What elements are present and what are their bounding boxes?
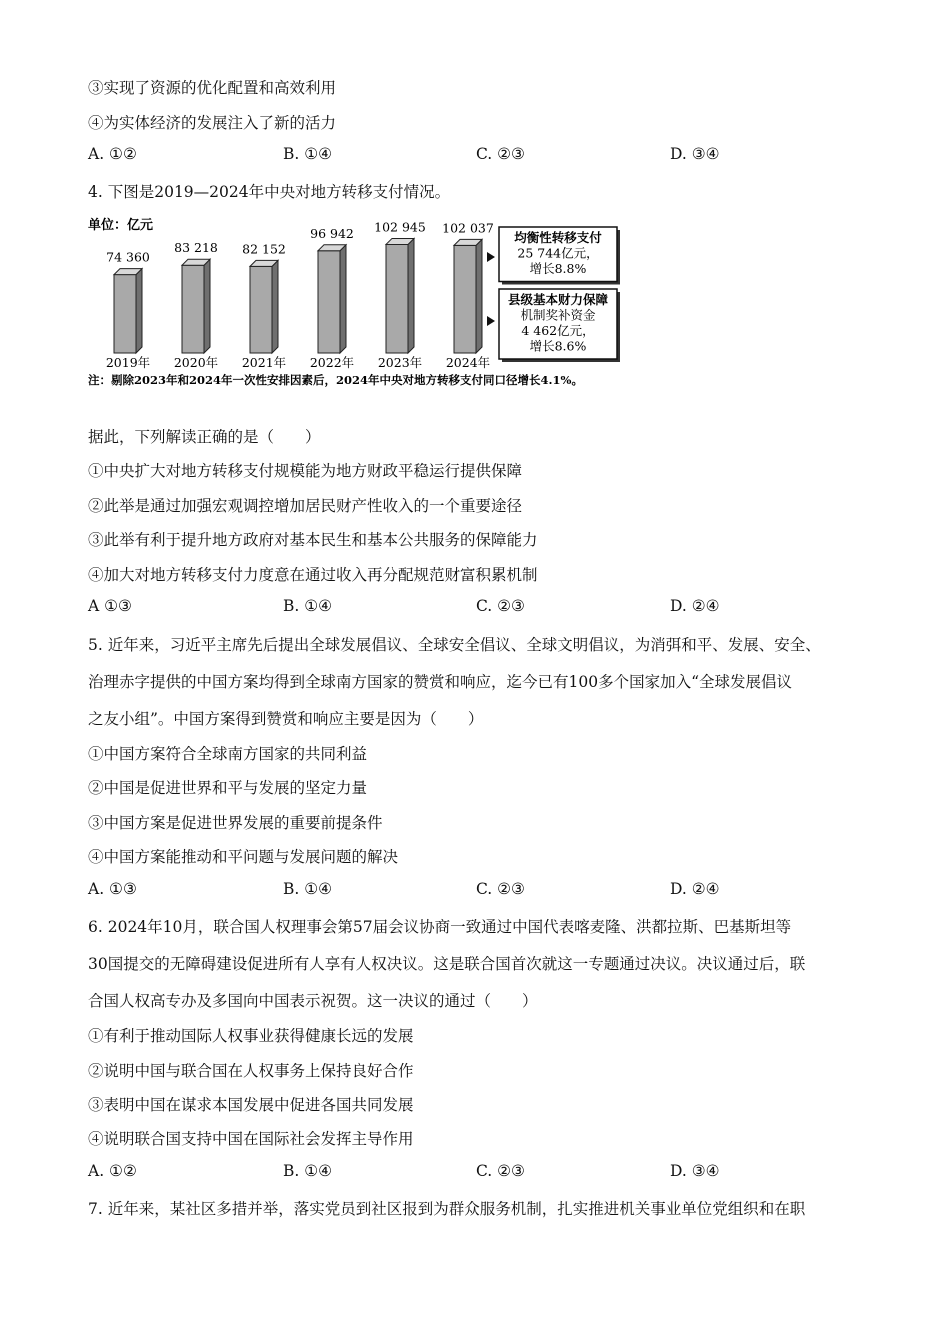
bar-value-label: 74 360 xyxy=(106,249,150,265)
bar-group xyxy=(310,226,354,370)
bar-group xyxy=(442,220,494,370)
category-label: 2019年 xyxy=(105,355,151,370)
bar-side xyxy=(272,260,278,353)
q3-item-4: ④为实体经济的发展注入了新的活力 xyxy=(88,114,337,132)
q6-item-3: ③表明中国在谋求本国发展中促进各国共同发展 xyxy=(88,1096,414,1114)
callout-text: 25 744亿元， xyxy=(517,245,599,261)
option-d[interactable]: D. ②④ xyxy=(670,597,720,615)
bar-side xyxy=(340,245,346,353)
transfer-payment-chart xyxy=(84,205,664,395)
bar xyxy=(182,265,204,353)
q6-stem-line-3: 合国人权高专办及多国向中国表示祝贺。这一决议的通过（ ） xyxy=(88,992,538,1010)
bar-side xyxy=(408,238,414,353)
option-b[interactable]: B. ①④ xyxy=(283,880,333,898)
chart-note: 注：剔除2023年和2024年一次性安排因素后，2024年中央对地方转移支付同口径增长4.1%。 xyxy=(88,373,583,387)
q5-item-4: ④中国方案能推动和平问题与发展问题的解决 xyxy=(88,848,399,866)
option-b[interactable]: B. ①④ xyxy=(283,145,333,163)
category-label: 2023年 xyxy=(377,355,423,370)
q7-stem: 7. 近年来，某社区多措并举，落实党员到社区报到为群众服务机制，扎实推进机关事业单位党组织和在职 xyxy=(88,1200,806,1218)
q5-item-3: ③中国方案是促进世界发展的重要前提条件 xyxy=(88,814,383,832)
callout-box xyxy=(487,289,620,362)
callout-text: 增长8.8% xyxy=(529,261,587,276)
bar-side xyxy=(476,239,482,353)
q5-item-1: ①中国方案符合全球南方国家的共同利益 xyxy=(88,745,368,763)
option-c[interactable]: C. ②③ xyxy=(476,1162,525,1180)
option-a[interactable]: A. ①② xyxy=(88,145,137,163)
option-a[interactable]: A ①③ xyxy=(88,597,132,615)
category-label: 2024年 xyxy=(445,355,491,370)
bar xyxy=(386,244,408,353)
q6-item-2: ②说明中国与联合国在人权事务上保持良好合作 xyxy=(88,1062,414,1080)
q4-prompt: 据此，下列解读正确的是（ ） xyxy=(88,428,321,446)
option-c[interactable]: C. ②③ xyxy=(476,145,525,163)
q6-stem-line-1: 6. 2024年10月，联合国人权理事会第57届会议协商一致通过中国代表喀麦隆、洪都拉斯、巴基斯坦等 xyxy=(88,918,792,936)
q5-stem-line-1: 5. 近年来，习近平主席先后提出全球发展倡议、全球安全倡议、全球文明倡议，为消弭和平、发展、安全、 xyxy=(88,636,821,654)
callout-arrow xyxy=(487,252,495,262)
callout-text: 增长8.6% xyxy=(529,338,587,354)
option-d[interactable]: D. ③④ xyxy=(670,1162,720,1180)
option-c[interactable]: C. ②③ xyxy=(476,597,525,615)
bar-group xyxy=(174,240,218,370)
bar-value-label: 102 945 xyxy=(374,219,426,235)
category-label: 2020年 xyxy=(173,355,219,370)
bar-group xyxy=(242,241,286,370)
bar-group xyxy=(106,250,150,370)
q4-item-3: ③此举有利于提升地方政府对基本民生和基本公共服务的保障能力 xyxy=(88,531,538,549)
bar-value-label: 102 037 xyxy=(442,220,494,236)
option-a[interactable]: A. ①③ xyxy=(88,880,137,898)
q4-item-1: ①中央扩大对地方转移支付规模能为地方财政平稳运行提供保障 xyxy=(88,462,523,480)
category-label: 2021年 xyxy=(241,355,287,370)
callout-text: 4 462亿元， xyxy=(521,323,595,338)
option-a[interactable]: A. ①② xyxy=(88,1162,137,1180)
category-label: 2022年 xyxy=(309,355,355,370)
callout-text: 县级基本财力保障 xyxy=(507,292,609,307)
q4-stem: 4. 下图是2019—2024年中央对地方转移支付情况。 xyxy=(88,183,451,201)
q6-item-1: ①有利于推动国际人权事业获得健康长远的发展 xyxy=(88,1027,414,1045)
bar-value-label: 83 218 xyxy=(174,240,218,256)
q5-stem-line-2: 治理赤字提供的中国方案均得到全球南方国家的赞赏和响应，迄今已有100多个国家加入“全球发展倡议 xyxy=(88,673,793,691)
bar xyxy=(250,266,272,353)
q4-item-4: ④加大对地方转移支付力度意在通过收入再分配规范财富积累机制 xyxy=(88,566,538,584)
q6-stem-line-2: 30国提交的无障碍建设促进所有人享有人权决议。这是联合国首次就这一专题通过决议。决议通过后，联 xyxy=(88,955,806,973)
unit-label: 单位：亿元 xyxy=(88,218,154,233)
bar xyxy=(454,245,476,353)
callout-arrow xyxy=(487,316,495,326)
option-b[interactable]: B. ①④ xyxy=(283,1162,333,1180)
option-b[interactable]: B. ①④ xyxy=(283,597,333,615)
bar-group xyxy=(374,219,426,370)
bar-value-label: 96 942 xyxy=(310,225,354,241)
q5-item-2: ②中国是促进世界和平与发展的坚定力量 xyxy=(88,779,368,797)
bar-side xyxy=(136,269,142,353)
option-d[interactable]: D. ②④ xyxy=(670,880,720,898)
callout-box xyxy=(487,227,620,285)
q3-item-3: ③实现了资源的优化配置和高效利用 xyxy=(88,79,337,97)
option-c[interactable]: C. ②③ xyxy=(476,880,525,898)
callout-text: 均衡性转移支付 xyxy=(514,230,602,245)
callout-text: 机制奖补资金 xyxy=(520,307,596,323)
option-d[interactable]: D. ③④ xyxy=(670,145,720,163)
bar-side xyxy=(204,259,210,353)
q4-item-2: ②此举是通过加强宏观调控增加居民财产性收入的一个重要途径 xyxy=(88,497,523,515)
bar xyxy=(318,251,340,353)
bar-value-label: 82 152 xyxy=(242,241,286,257)
q6-item-4: ④说明联合国支持中国在国际社会发挥主导作用 xyxy=(88,1130,414,1148)
bar xyxy=(114,275,136,353)
q5-stem-line-3: 之友小组”。中国方案得到赞赏和响应主要是因为（ ） xyxy=(88,710,484,728)
